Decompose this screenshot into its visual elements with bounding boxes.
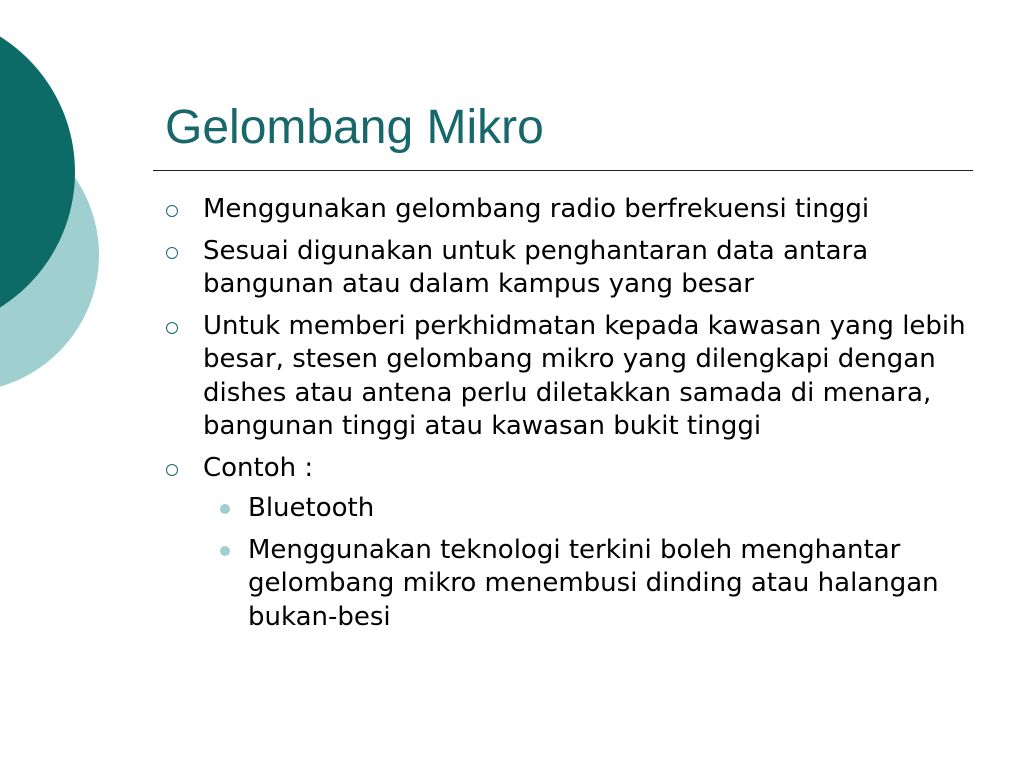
ring-bullet-icon	[166, 247, 178, 259]
ring-bullet-icon	[166, 205, 178, 217]
ring-bullet-icon	[166, 322, 178, 334]
slide-content	[160, 193, 980, 642]
sub-bullet-text: Bluetooth	[248, 493, 375, 523]
bullet-list	[160, 193, 980, 634]
ring-bullet-icon	[166, 464, 178, 476]
bullet-item	[160, 193, 980, 227]
bullet-item	[160, 310, 980, 444]
bullet-item	[160, 235, 980, 302]
sub-bullet-item	[203, 492, 980, 526]
dot-bullet-icon	[220, 504, 230, 514]
sub-bullet-text: Menggunakan teknologi terkini boleh menghantar gelombang mikro menembusi dinding atau halangan bukan-besi	[248, 534, 939, 632]
bullet-text: Sesuai digunakan untuk penghantaran data antara bangunan atau dalam kampus yang besar	[203, 235, 869, 299]
bullet-text: Menggunakan gelombang radio berfrekuensi tinggi	[203, 194, 870, 224]
title-divider	[153, 170, 973, 171]
dot-bullet-icon	[220, 546, 230, 556]
bullet-item	[160, 452, 980, 635]
sub-bullet-list	[203, 492, 980, 634]
bullet-text: Untuk memberi perkhidmatan kepada kawasan yang lebih besar, stesen gelombang mikro yang dilengkapi dengan dishes atau antena perlu diletakkan samada di menara, bangunan tinggi atau kawasan bukit tinggi	[203, 310, 966, 441]
bullet-text: Contoh :	[203, 452, 314, 483]
sub-bullet-item	[203, 534, 980, 635]
slide-title: Gelombang Mikro	[165, 101, 544, 154]
